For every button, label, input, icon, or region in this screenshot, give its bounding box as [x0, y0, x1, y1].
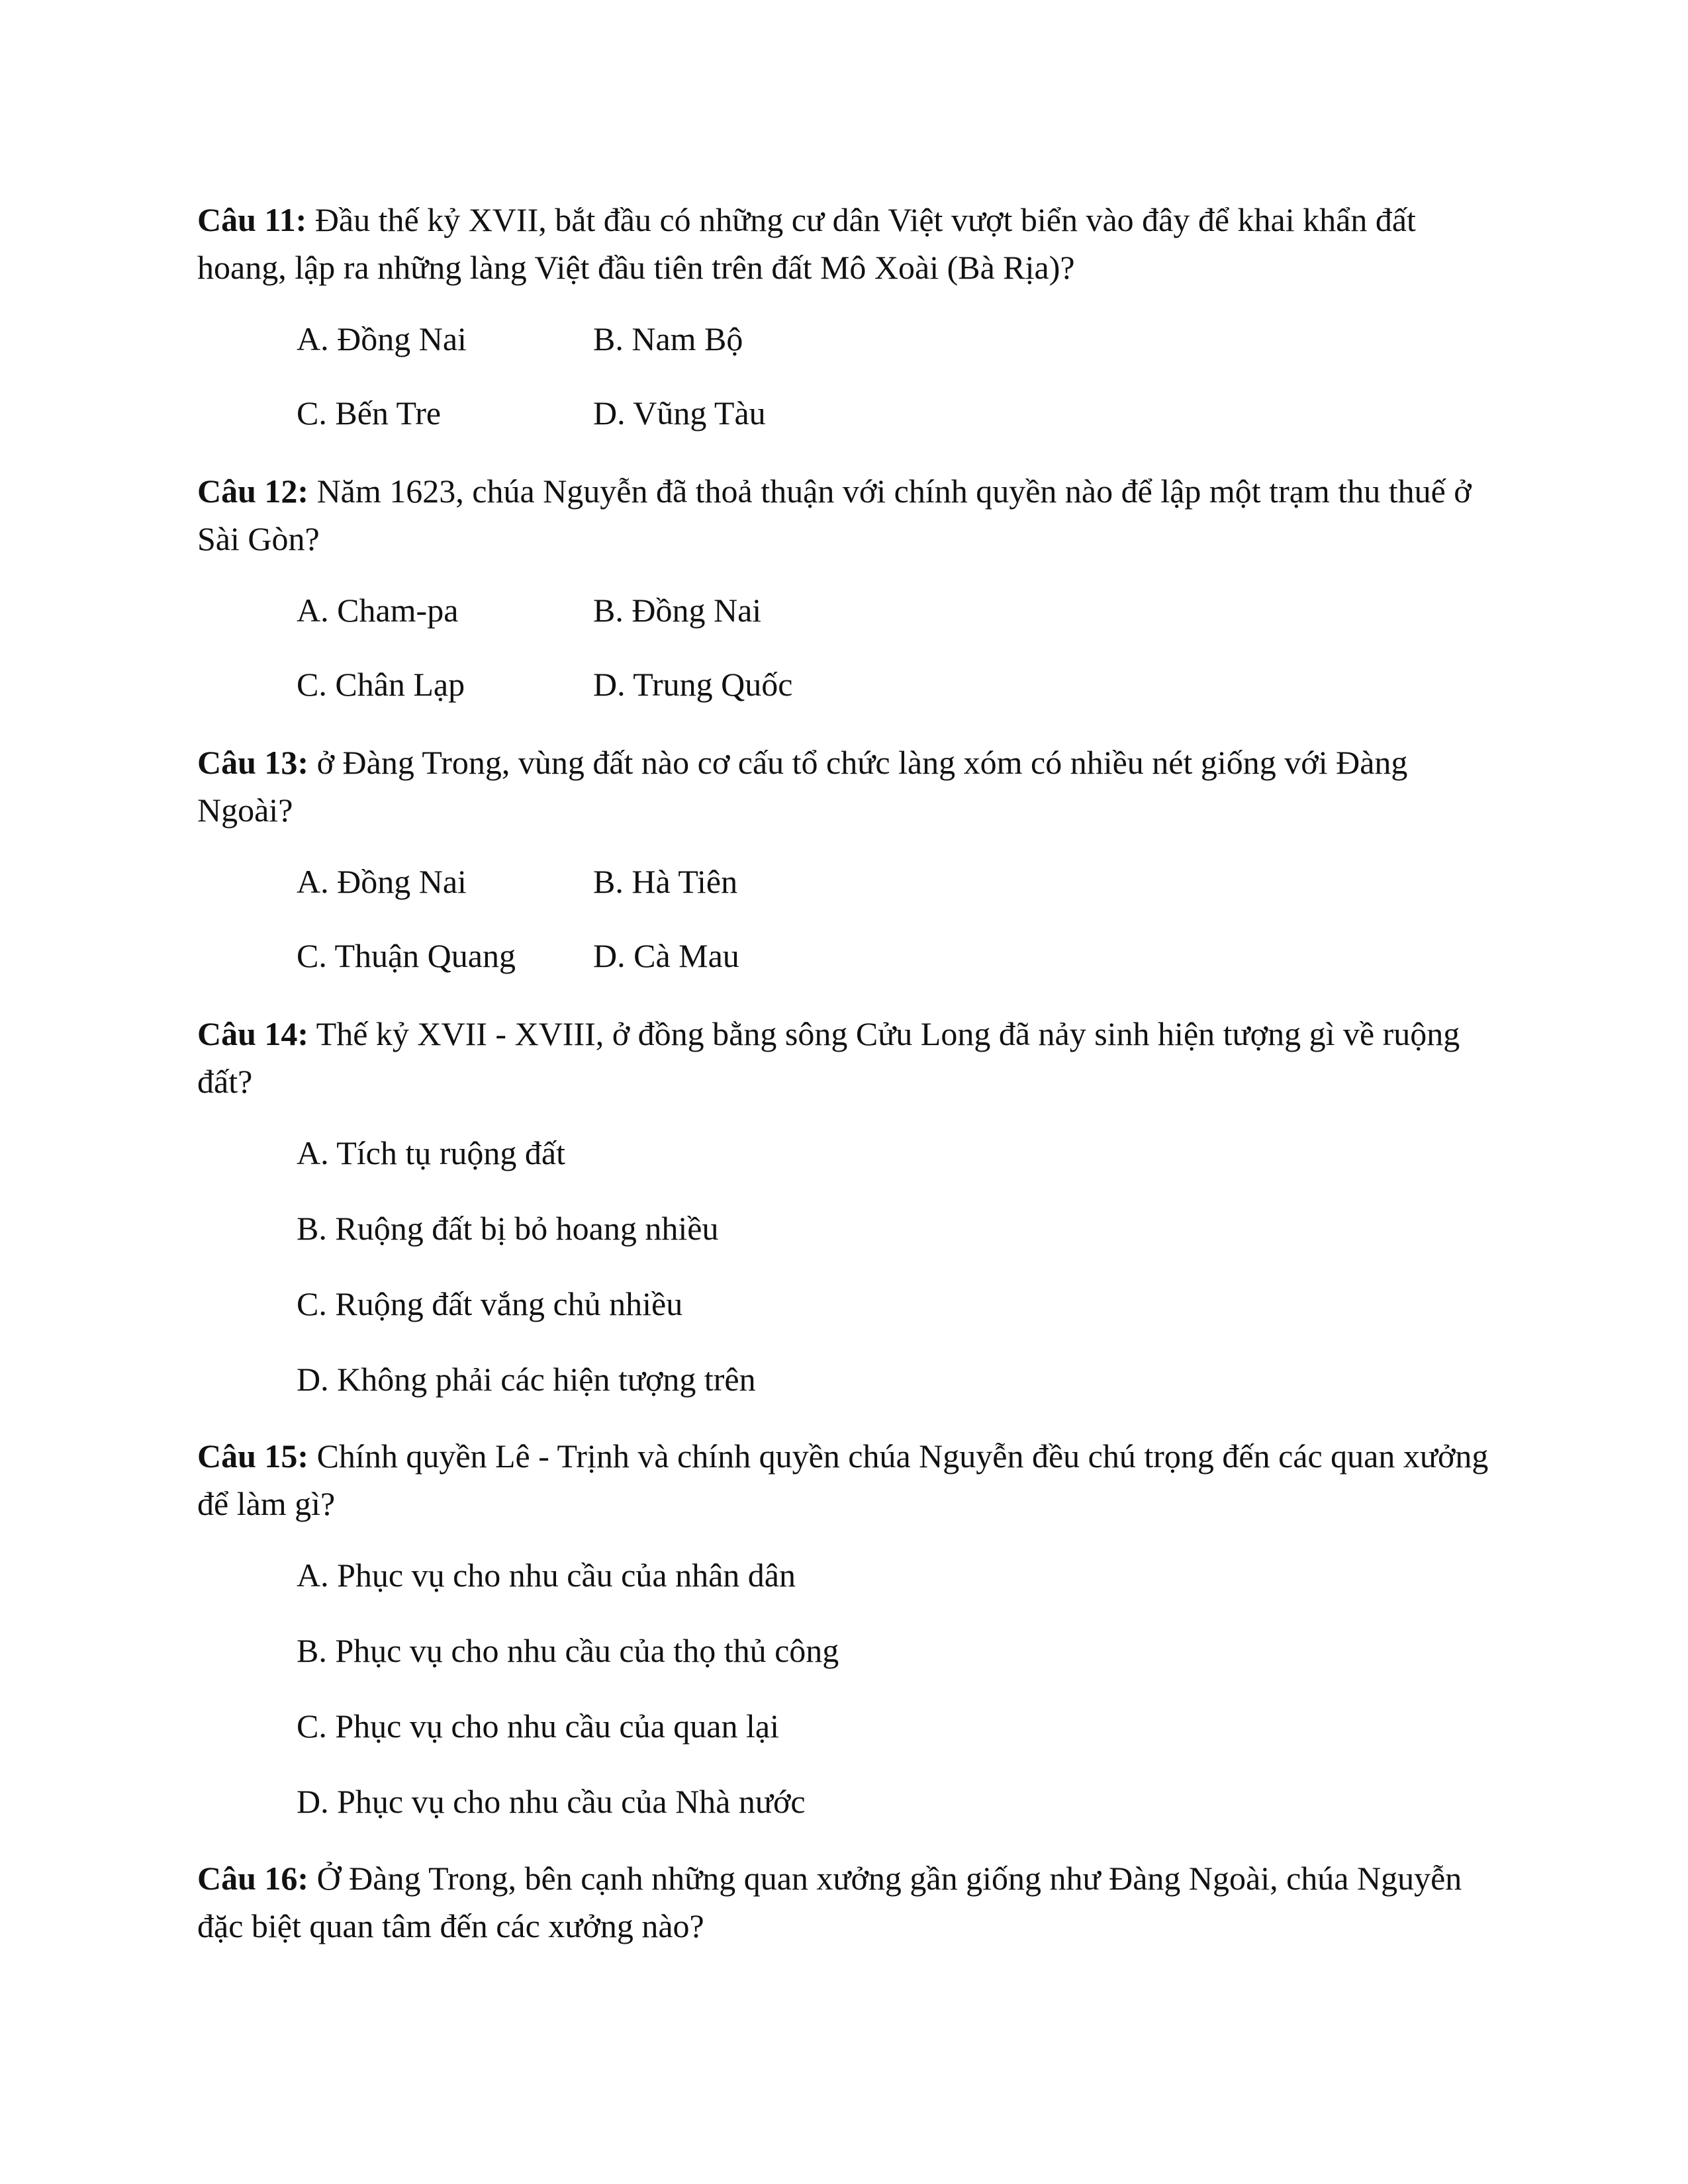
question-label: Câu 14:: [197, 1015, 309, 1052]
question-15: [197, 1432, 1508, 1527]
option-c: C. Thuận Quang: [297, 937, 516, 974]
question-text: Thế kỷ XVII - XVIII, ở đồng bằng sông Cửu Long đã nảy sinh hiện tượng gì về ruộng đất?: [197, 1015, 1460, 1100]
option-c: C. Ruộng đất vắng chủ nhiều: [297, 1285, 683, 1322]
option-b: B. Đồng Nai: [593, 592, 762, 629]
option-b: B. Phục vụ cho nhu cầu của thọ thủ công: [297, 1632, 839, 1669]
option-c: C. Chân Lạp: [297, 666, 465, 703]
question-text: Đầu thế kỷ XVII, bắt đầu có những cư dân Việt vượt biển vào đây để khai khẩn đất hoang, lập ra những làng Việt đầu tiên trên đất Mô Xoài (Bà Rịa)?: [197, 201, 1416, 286]
option-d: D. Trung Quốc: [593, 666, 793, 703]
option-d: D. Không phải các hiện tượng trên: [297, 1361, 756, 1398]
option-b: B. Hà Tiên: [593, 863, 738, 900]
question-text: ở Đàng Trong, vùng đất nào cơ cấu tổ chức làng xóm có nhiều nét giống với Đàng Ngoài?: [197, 744, 1408, 829]
question-label: Câu 13:: [197, 744, 309, 781]
option-a: A. Cham-pa: [297, 592, 459, 629]
question-label: Câu 16:: [197, 1860, 309, 1897]
option-a: A. Đồng Nai: [297, 320, 467, 357]
question-16: [197, 1854, 1508, 1950]
option-a: A. Phục vụ cho nhu cầu của nhân dân: [297, 1557, 796, 1594]
question-13: [197, 739, 1508, 834]
option-a: A. Tích tụ ruộng đất: [297, 1134, 565, 1171]
question-14: [197, 1010, 1508, 1105]
question-11: [197, 196, 1508, 291]
question-label: Câu 11:: [197, 201, 307, 238]
option-b: B. Nam Bộ: [593, 320, 743, 357]
question-12: [197, 467, 1508, 563]
option-a: A. Đồng Nai: [297, 863, 467, 900]
question-text: Năm 1623, chúa Nguyễn đã thoả thuận với chính quyền nào để lập một trạm thu thuế ở Sài Gòn?: [197, 473, 1472, 557]
question-text: Ở Đàng Trong, bên cạnh những quan xưởng gần giống như Đàng Ngoài, chúa Nguyễn đặc biệt quan tâm đến các xưởng nào?: [197, 1860, 1462, 1944]
option-c: C. Phục vụ cho nhu cầu của quan lại: [297, 1707, 779, 1745]
question-label: Câu 15:: [197, 1437, 309, 1475]
question-text: Chính quyền Lê - Trịnh và chính quyền chúa Nguyễn đều chú trọng đến các quan xưởng để làm gì?: [197, 1437, 1489, 1522]
option-c: C. Bến Tre: [297, 394, 442, 432]
option-b: B. Ruộng đất bị bỏ hoang nhiều: [297, 1210, 719, 1247]
option-d: D. Vũng Tàu: [593, 394, 766, 432]
option-d: D. Cà Mau: [593, 937, 739, 974]
option-d: D. Phục vụ cho nhu cầu của Nhà nước: [297, 1783, 806, 1820]
question-label: Câu 12:: [197, 473, 309, 510]
